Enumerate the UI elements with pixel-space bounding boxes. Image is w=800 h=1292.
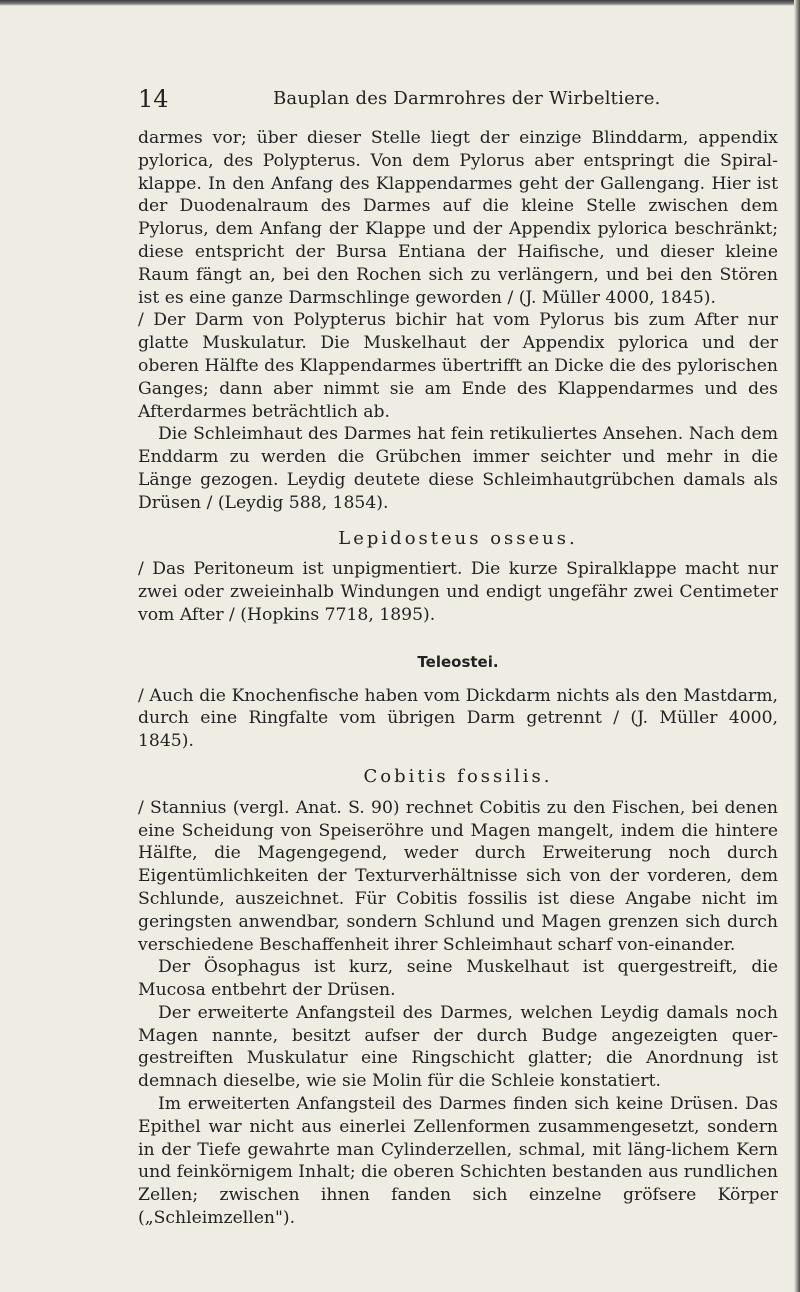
paragraph: Die Schleimhaut des Darmes hat fein retikuliertes Ansehen. Nach dem Enddarm zu werden die Grübchen immer seichter und mehr in die Länge gezogen. Leydig deutete diese Schleimhautgrübchen damals als Drüsen / (Leydig 588, 1854). xyxy=(138,424,778,513)
page-header xyxy=(138,84,778,114)
paragraph: Der Ösophagus ist kurz, seine Muskelhaut ist quergestreift, die Mucosa entbehrt der Drüsen. xyxy=(138,957,778,1001)
running-title: Bauplan des Darmrohres der Wirbeltiere. xyxy=(273,88,661,109)
paragraph: / Auch die Knochenfische haben vom Dickdarm nichts als den Mastdarm, durch eine Ringfalte vom übrigen Darm getrennt / (J. Müller 4000, 1845). xyxy=(138,685,778,752)
paragraph: Der erweiterte Anfangsteil des Darmes, welchen Leydig damals noch Magen nannte, besitzt aufser der durch Budge angezeigten quer-gestreiften Muskulatur eine Ringschicht glatter; die Anordnung ist demnach dieselbe, wie sie Molin für die Schleie konstatiert. xyxy=(138,1002,778,1092)
page-body xyxy=(138,127,778,1230)
scan-right-edge xyxy=(794,0,800,1292)
section-heading-teleostei: Teleostei. xyxy=(417,652,499,671)
section-heading-lepidosteus: Lepidosteus osseus. xyxy=(338,527,578,549)
paragraph: / Der Darm von Polypterus bichir hat vom Pylorus bis zum After nur glatte Muskulatur. Die Muskelhaut der Appendix pylorica und der oberen Hälfte des Klappendarmes übertrifft an Dicke die des pylorischen Ganges; dann aber nimmt sie am Ende des Klappendarmes und des Afterdarmes beträchtlich ab. xyxy=(138,310,778,422)
page-number: 14 xyxy=(138,85,169,113)
scan-top-edge xyxy=(0,0,800,6)
paragraph: / Das Peritoneum ist unpigmentiert. Die kurze Spiralklappe macht nur zwei oder zweieinhalb Windungen und endigt ungefähr zwei Centimeter vom After / (Hopkins 7718, 1895). xyxy=(138,559,778,625)
paragraph: / Stannius (vergl. Anat. S. 90) rechnet Cobitis zu den Fischen, bei denen eine Scheidung von Speiseröhre und Magen mangelt, indem die hintere Hälfte, die Magengegend, weder durch Erweiterung noch durch Eigentümlichkeiten der Texturverhältnisse sich von der vorderen, dem Schlunde, auszeichnet. Für Cobitis fossilis ist diese Angabe nicht im geringsten anwendbar, sondern Schlund und Magen grenzen sich durch verschiedene Beschaffenheit ihrer Schleimhaut scharf von-einander. xyxy=(138,797,778,955)
section-heading-cobitis: Cobitis fossilis. xyxy=(363,765,553,787)
paragraph: darmes vor; über dieser Stelle liegt der einzige Blinddarm, appendix pylorica, des Polypterus. Von dem Pylorus aber entspringt die Spiral-klappe. In den Anfang des Klappendarmes geht der Gallengang. Hier ist der Duodenalraum des Darmes auf die kleine Stelle zwischen dem Pylorus, dem Anfang der Klappe und der Appendix pylorica beschränkt; diese entspricht der Bursa Entiana der Haifische, und dieser kleine Raum fängt an, bei den Rochen sich zu verlängern, und bei den Stören ist es eine ganze Darmschlinge geworden / (J. Müller 4000, 1845). xyxy=(138,128,778,308)
paragraph: Im erweiterten Anfangsteil des Darmes finden sich keine Drüsen. Das Epithel war nicht aus einerlei Zellenformen zusammengesetzt, sondern in der Tiefe gewahrte man Cylinderzellen, schmal, mit läng-lichem Kern und feinkörnigem Inhalt; die oberen Schichten bestanden aus rundlichen Zellen; zwischen ihnen fanden sich einzelne gröfsere Körper („Schleimzellen"). xyxy=(138,1094,778,1229)
